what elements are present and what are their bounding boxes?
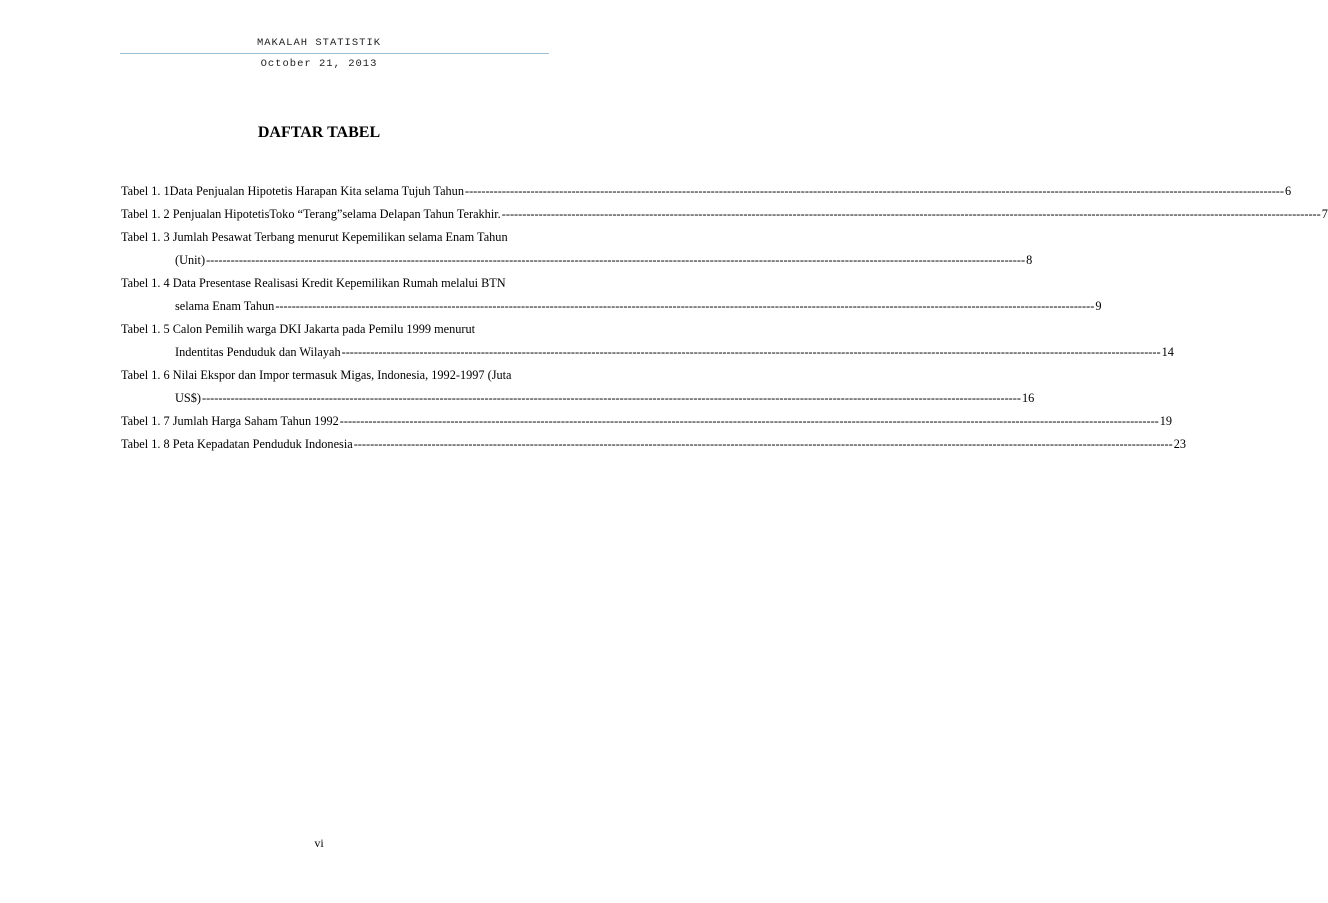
toc-entry-title: Tabel 1. 3 Jumlah Pesawat Terbang menurut Kepemilikan selama Enam Tahun (121, 230, 508, 244)
toc-leader: -------------------------------------------------------------------------------------------------------------------------------------------------------------------------------------------------------- (201, 391, 1021, 405)
toc-entry[interactable] (121, 180, 1292, 203)
page-number: vi (314, 836, 324, 850)
table-list (121, 180, 1328, 456)
toc-leader: -------------------------------------------------------------------------------------------------------------------------------------------------------------------------------------------------------- (339, 414, 1159, 428)
toc-entry-title: Tabel 1. 8 Peta Kepadatan Penduduk Indonesia (121, 437, 353, 451)
toc-entry[interactable] (121, 410, 1173, 433)
toc-entry[interactable] (121, 226, 548, 249)
toc-entry[interactable] (121, 318, 548, 341)
toc-entry-title-cont: selama Enam Tahun (175, 299, 275, 313)
toc-entry-page: 16 (1021, 391, 1035, 405)
toc-entry[interactable] (121, 203, 1328, 226)
toc-entry[interactable] (121, 433, 1186, 456)
toc-entry-continuation[interactable] (121, 341, 1174, 364)
toc-leader: -------------------------------------------------------------------------------------------------------------------------------------------------------------------------------------------------------- (464, 184, 1284, 198)
toc-entry-page: 8 (1026, 253, 1033, 267)
toc-entry-title-cont: US$) (175, 391, 201, 405)
toc-entry-title: Tabel 1. 1Data Penjualan Hipotetis Harapan Kita selama Tujuh Tahun (121, 184, 464, 198)
toc-entry-page: 7 (1321, 207, 1328, 221)
toc-entry-continuation[interactable] (121, 249, 1033, 272)
toc-leader: -------------------------------------------------------------------------------------------------------------------------------------------------------------------------------------------------------- (353, 437, 1173, 451)
toc-entry[interactable] (121, 364, 548, 387)
toc-entry-title: Tabel 1. 2 Penjualan HipotetisToko “Terang”selama Delapan Tahun Terakhir. (121, 207, 501, 221)
toc-entry-page: 9 (1095, 299, 1102, 313)
toc-leader: -------------------------------------------------------------------------------------------------------------------------------------------------------------------------------------------------------- (341, 345, 1161, 359)
header-date: October 21, 2013 (260, 58, 378, 70)
toc-leader: -------------------------------------------------------------------------------------------------------------------------------------------------------------------------------------------------------- (206, 253, 1026, 267)
toc-entry-title-cont: (Unit) (175, 253, 206, 267)
toc-entry-page: 19 (1159, 414, 1173, 428)
toc-entry-page: 6 (1284, 184, 1292, 198)
toc-entry-title: Tabel 1. 7 Jumlah Harga Saham Tahun 1992 (121, 414, 339, 428)
page-title: DAFTAR TABEL (257, 124, 381, 141)
header-divider (120, 53, 549, 54)
toc-entry-page: 14 (1161, 345, 1174, 359)
toc-entry-continuation[interactable] (121, 387, 1035, 410)
toc-leader: -------------------------------------------------------------------------------------------------------------------------------------------------------------------------------------------------------- (275, 299, 1095, 313)
toc-entry-page: 23 (1173, 437, 1186, 451)
toc-entry-title: Tabel 1. 6 Nilai Ekspor dan Impor termasuk Migas, Indonesia, 1992-1997 (Juta (121, 368, 512, 382)
toc-entry-title: Tabel 1. 4 Data Presentase Realisasi Kredit Kepemilikan Rumah melalui BTN (121, 276, 506, 290)
toc-entry[interactable] (121, 272, 548, 295)
toc-entry-title: Tabel 1. 5 Calon Pemilih warga DKI Jakarta pada Pemilu 1999 menurut (121, 322, 476, 336)
toc-entry-continuation[interactable] (121, 295, 1102, 318)
toc-entry-title-cont: Indentitas Penduduk dan Wilayah (175, 345, 341, 359)
toc-leader: -------------------------------------------------------------------------------------------------------------------------------------------------------------------------------------------------------- (501, 207, 1321, 221)
header-title: MAKALAH STATISTIK (256, 37, 382, 49)
